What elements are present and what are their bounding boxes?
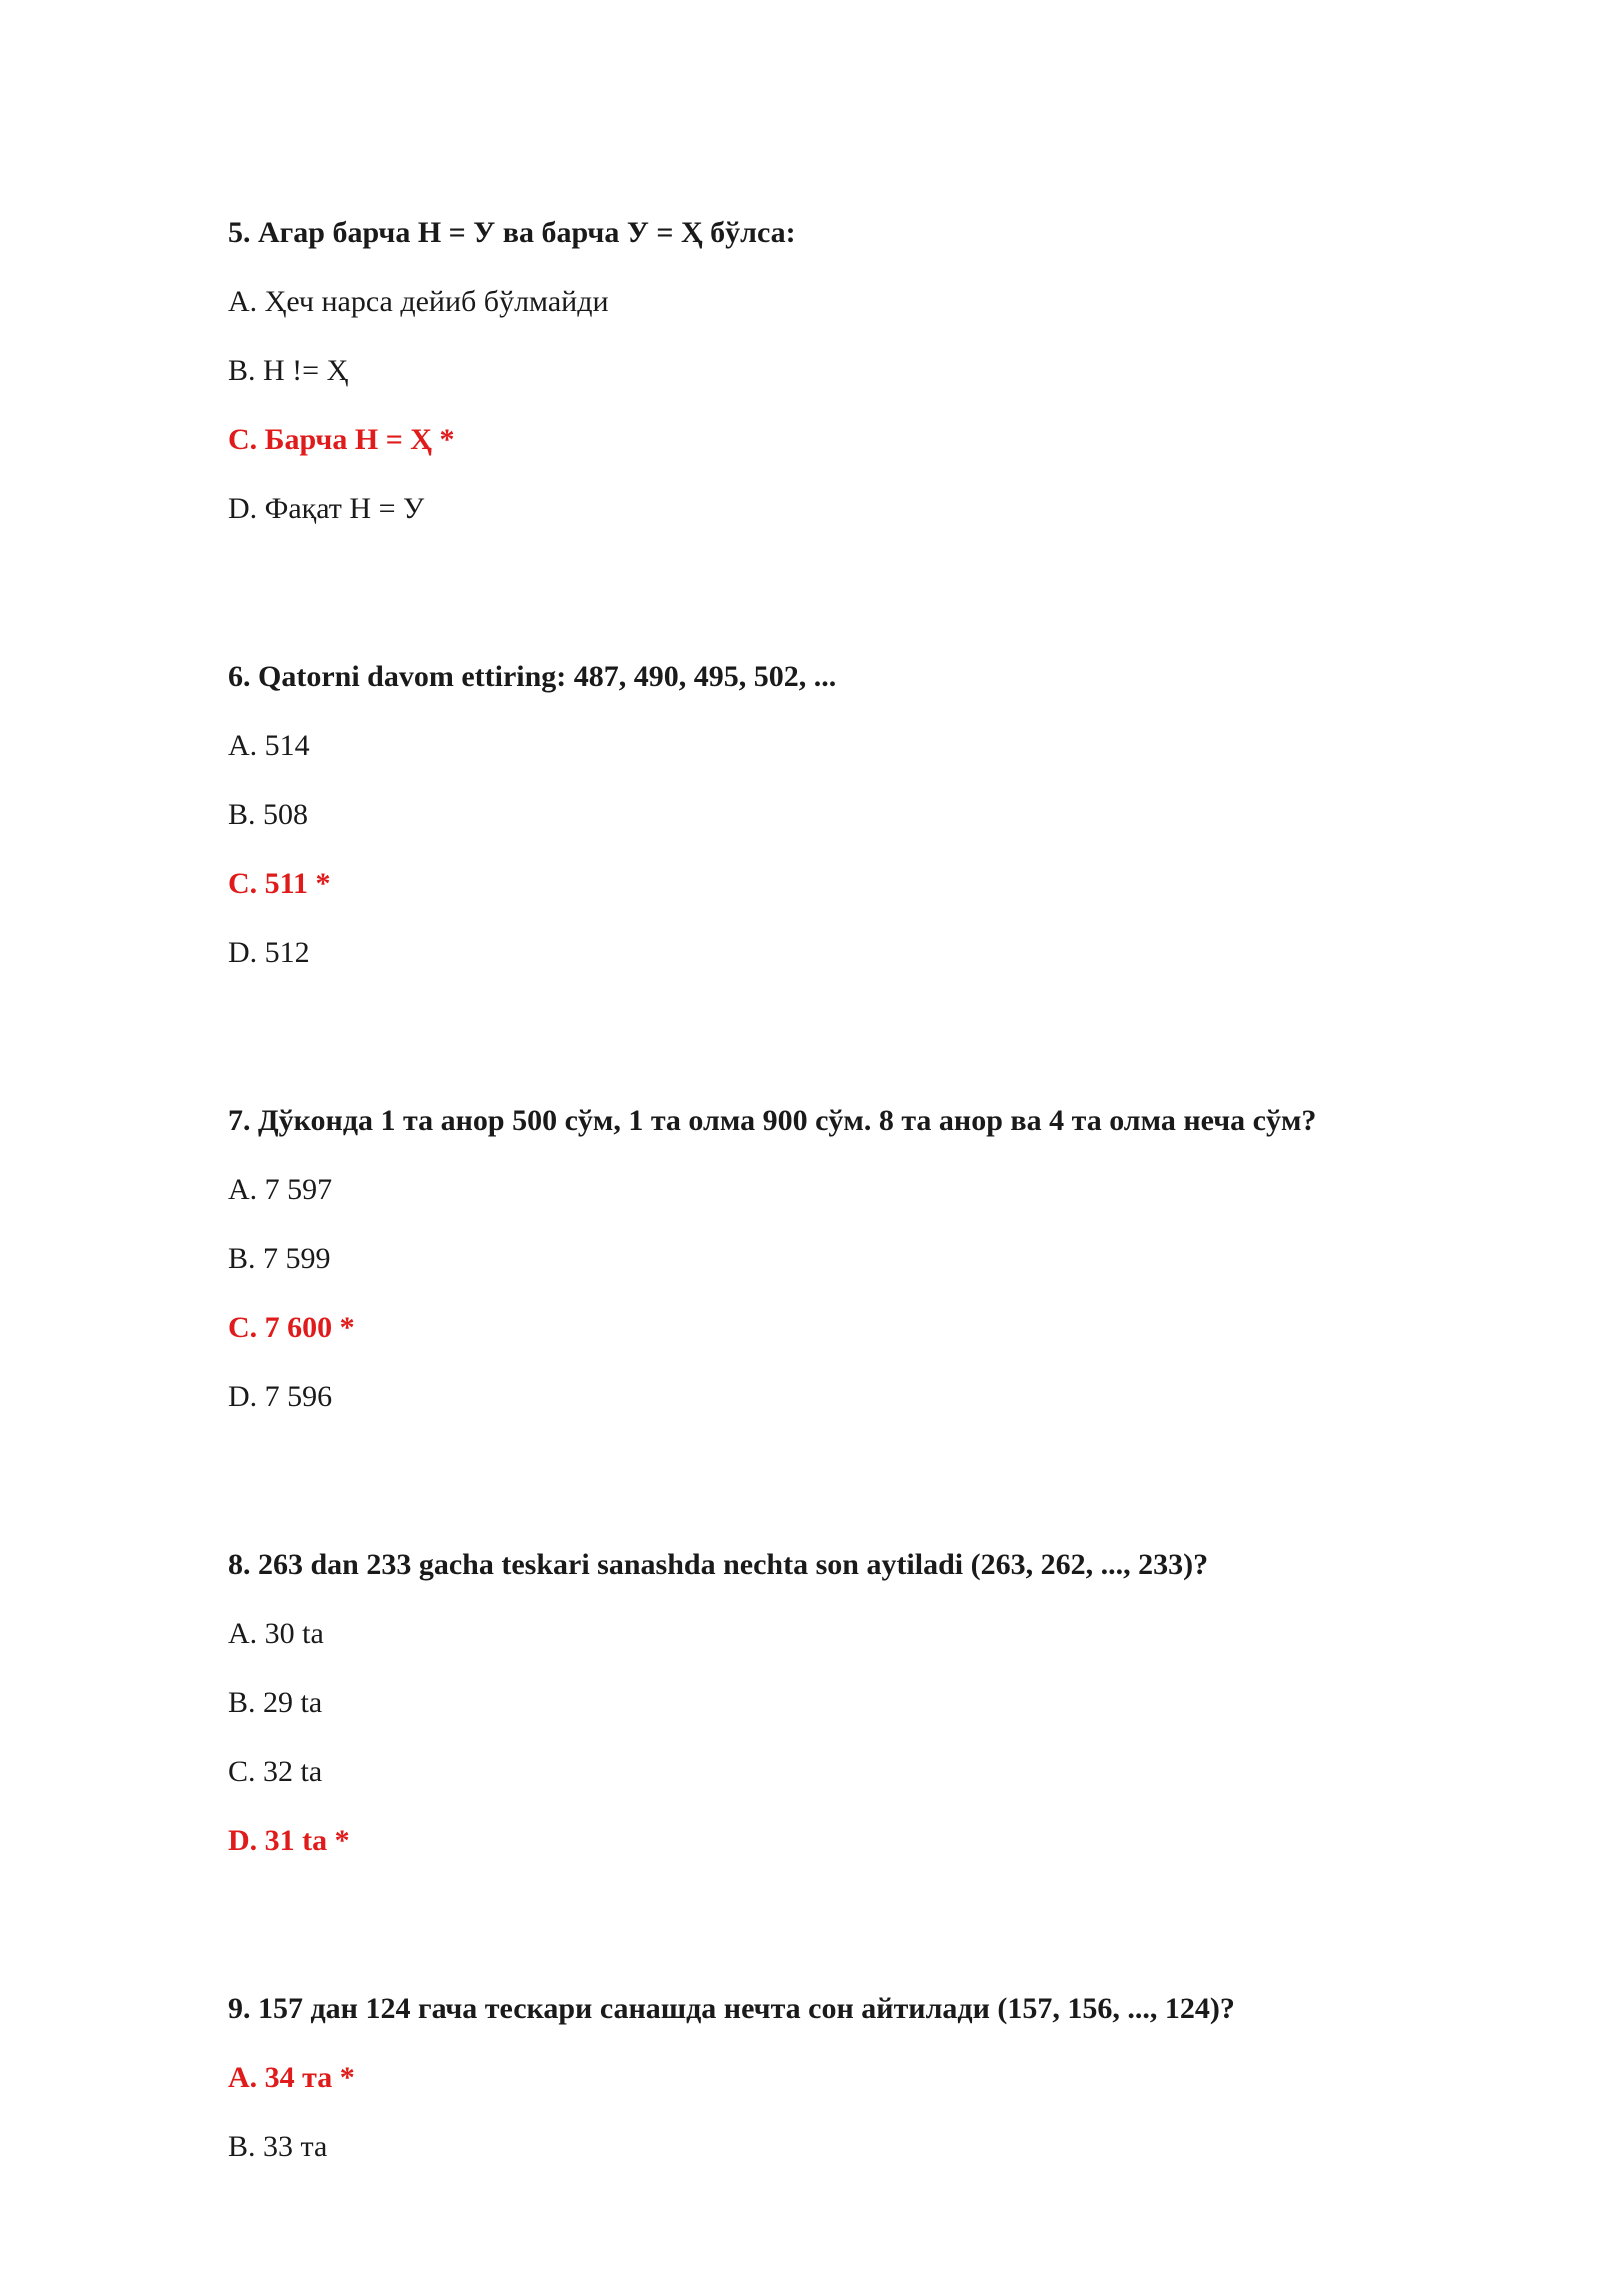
answer-option-c-correct: C. 511 * xyxy=(228,867,331,900)
question-9 xyxy=(228,1984,1488,2172)
answer-option-a: A. 514 xyxy=(228,729,310,762)
question-title: 9. 157 дан 124 гача тескари санашда нечта сон айтилади (157, 156, ..., 124)? xyxy=(228,1992,1235,2025)
answer-option-a: A. 30 ta xyxy=(228,1617,324,1650)
answer-option-d-correct: D. 31 ta * xyxy=(228,1824,350,1857)
answer-option-c-correct: C. Барча Н = Ҳ * xyxy=(228,423,455,456)
question-title: 5. Агар барча Н = У ва барча У = Ҳ бўлса: xyxy=(228,216,796,249)
question-title: 8. 263 dan 233 gacha teskari sanashda nechta son aytiladi (263, 262, ..., 233)? xyxy=(228,1548,1209,1581)
answer-option-b: B. 7 599 xyxy=(228,1242,331,1275)
question-8 xyxy=(228,1540,1488,1866)
question-title: 7. Дўконда 1 та анор 500 сўм, 1 та олма 900 сўм. 8 та анор ва 4 та олма неча сўм? xyxy=(228,1104,1317,1137)
question-5 xyxy=(228,208,1488,534)
answer-option-d: D. 512 xyxy=(228,936,310,969)
question-6 xyxy=(228,652,1488,978)
answer-option-b: B. 508 xyxy=(228,798,309,831)
answer-option-a: A. 7 597 xyxy=(228,1173,333,1206)
question-7 xyxy=(228,1096,1488,1422)
question-title: 6. Qatorni davom ettiring: 487, 490, 495, 502, ... xyxy=(228,660,837,693)
answer-option-c-correct: C. 7 600 * xyxy=(228,1311,355,1344)
answer-option-b: B. 33 та xyxy=(228,2130,328,2163)
answer-option-d: D. 7 596 xyxy=(228,1380,333,1413)
answer-option-a-correct: A. 34 та * xyxy=(228,2061,355,2094)
answer-option-d: D. Фақат Н = У xyxy=(228,492,425,525)
answer-option-a: A. Ҳеч нарса дейиб бўлмайди xyxy=(228,285,609,318)
answer-option-b: B. Н != Ҳ xyxy=(228,354,349,387)
answer-option-c: C. 32 ta xyxy=(228,1755,323,1788)
answer-option-b: B. 29 ta xyxy=(228,1686,323,1719)
document-page xyxy=(228,208,1488,2290)
